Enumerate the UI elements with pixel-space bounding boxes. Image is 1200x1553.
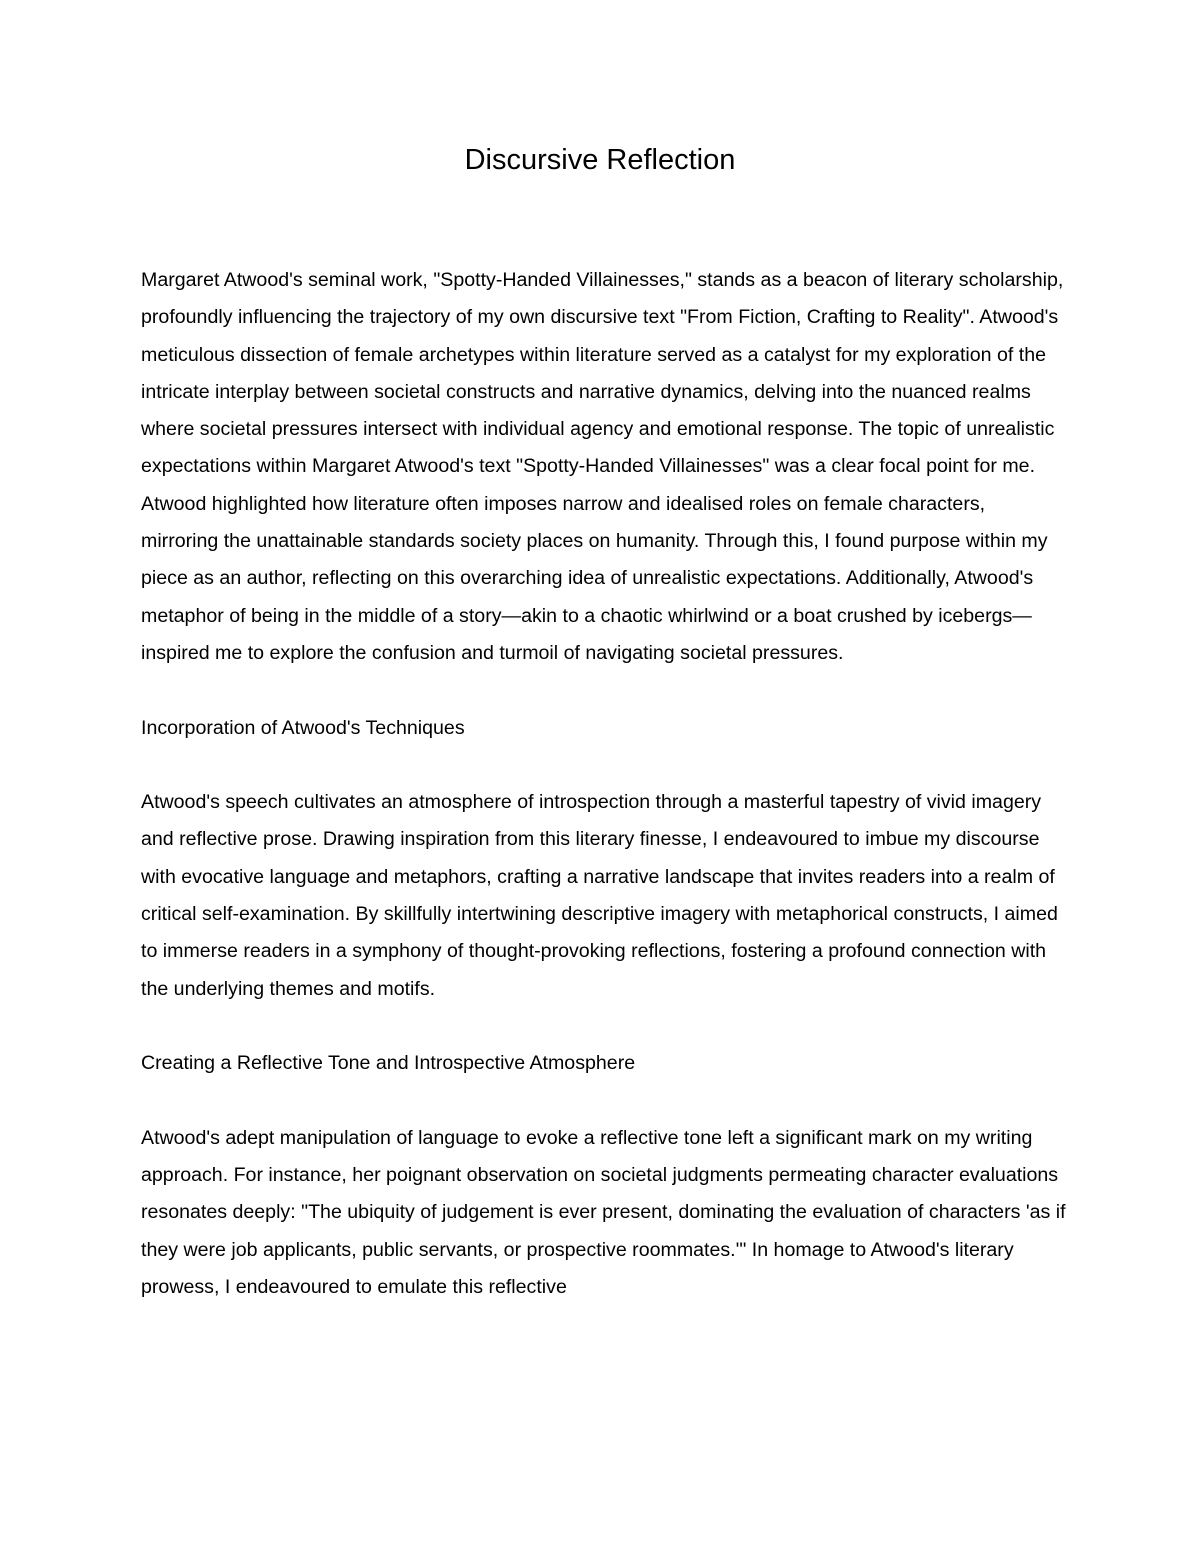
paragraph-spacer [141,1083,1066,1120]
paragraph-spacer [141,747,1066,784]
page-title: Discursive Reflection [464,144,736,176]
document-body [141,262,1066,1306]
section-heading-tone: Creating a Reflective Tone and Introspective Atmosphere [141,1052,636,1075]
paragraph-spacer [141,1008,1066,1045]
paragraph-intro: Margaret Atwood's seminal work, "Spotty-Handed Villainesses," stands as a beacon of literary scholarship, profoundly influencing the trajectory of my own discursive text "From Fiction, Crafting to Reality". Atwood's meticulous dissection of female archetypes within literature served as a catalyst for my exploration of the intricate interplay between societal constructs and narrative dynamics, delving into the nuanced realms where societal pressures intersect with individual agency and emotional response. The topic of unrealistic expectations within Margaret Atwood's text "Spotty-Handed Villainesses" was a clear focal point for me. Atwood highlighted how literature often imposes narrow and idealised roles on female characters, mirroring the unattainable standards society places on humanity. Through this, I found purpose within my piece as an author, reflecting on this overarching idea of unrealistic expectations. Additionally, Atwood's metaphor of being in the middle of a story—akin to a chaotic whirlwind or a boat crushed by icebergs—inspired me to explore the confusion and turmoil of navigating societal pressures. [141,269,1064,664]
paragraph-spacer [141,672,1066,709]
paragraph-techniques: Atwood's speech cultivates an atmosphere of introspection through a masterful tapestry of vivid imagery and reflective prose. Drawing inspiration from this literary finesse, I endeavoured to imbue my discourse with evocative language and metaphors, crafting a narrative landscape that invites readers into a realm of critical self-examination. By skillfully intertwining descriptive imagery with metaphorical constructs, I aimed to immerse readers in a symphony of thought-provoking reflections, fostering a profound connection with the underlying themes and motifs. [141,791,1058,1000]
paragraph-tone: Atwood's adept manipulation of language to evoke a reflective tone left a significant mark on my writing approach. For instance, her poignant observation on societal judgments permeating character evaluations resonates deeply: "The ubiquity of judgement is ever present, dominating the evaluation of characters 'as if they were job applicants, public servants, or prospective roommates.'" In homage to Atwood's literary prowess, I endeavoured to emulate this reflective [141,1126,1066,1299]
section-heading-techniques: Incorporation of Atwood's Techniques [141,716,465,739]
